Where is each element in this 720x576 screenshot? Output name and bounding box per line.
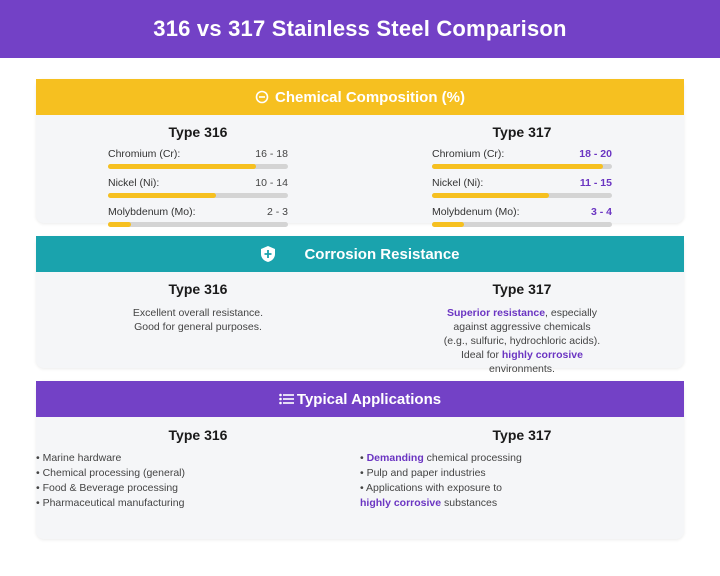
highlight-text: Superior resistance <box>447 307 546 319</box>
chemical-composition-card <box>36 79 684 223</box>
progress-fill <box>432 193 549 198</box>
metric-label: Molybdenum (Mo): <box>432 206 520 218</box>
chem-316-chromium <box>36 148 360 169</box>
metric-label: Nickel (Ni): <box>108 177 160 189</box>
progress-track <box>108 164 288 169</box>
typical-applications-card <box>36 381 684 539</box>
corrosion-resistance-title: Corrosion Resistance <box>304 245 460 263</box>
title-banner <box>0 0 720 58</box>
chemical-composition-title: Chemical Composition (%) <box>274 88 465 106</box>
list-item: • Food & Beverage processing <box>36 482 179 494</box>
highlight-text: highly corrosive <box>360 497 442 509</box>
metric-value: 10 - 14 <box>255 177 288 189</box>
list-item: • Pharmaceutical manufacturing <box>36 497 185 509</box>
apps-316-title: Type 316 <box>168 427 228 443</box>
typical-applications-title: Typical Applications <box>296 390 442 408</box>
progress-track <box>108 193 288 198</box>
progress-fill <box>432 164 603 169</box>
chem-316-molybdenum <box>36 206 360 227</box>
chem-316-title: Type 316 <box>168 124 228 140</box>
metric-label: Chromium (Cr): <box>432 148 505 160</box>
chem-317-title: Type 317 <box>492 124 552 140</box>
chem-316-column <box>36 124 360 227</box>
corr-316-column <box>36 281 360 376</box>
list-item: • Pulp and paper industries <box>360 467 486 479</box>
corr-316-description <box>36 306 360 334</box>
corr-316-title: Type 316 <box>168 281 228 297</box>
desc-line: Good for general purposes. <box>134 321 262 333</box>
apps-317-list <box>360 451 684 511</box>
progress-track <box>432 164 612 169</box>
metric-value: 3 - 4 <box>590 206 612 218</box>
typical-applications-header <box>36 381 684 417</box>
corr-317-column <box>360 281 684 376</box>
progress-track <box>108 222 288 227</box>
desc-line: Excellent overall resistance. <box>132 307 264 319</box>
highlight-text: highly corrosive <box>501 349 583 361</box>
desc-text: Ideal for <box>461 349 502 361</box>
desc-text: , especially <box>545 307 597 319</box>
chem-316-nickel <box>36 177 360 198</box>
corr-317-title: Type 317 <box>492 281 552 297</box>
apps-317-title: Type 317 <box>492 427 552 443</box>
metric-value: 16 - 18 <box>255 148 288 160</box>
chem-317-column <box>360 124 684 227</box>
highlight-text: Demanding <box>366 452 424 464</box>
list-item: • Chemical processing (general) <box>36 467 185 479</box>
metric-value: 11 - 15 <box>579 177 612 189</box>
progress-fill <box>108 193 216 198</box>
corr-317-description <box>360 306 684 376</box>
flask-icon <box>255 90 269 104</box>
apps-316-list <box>36 451 360 511</box>
shield-icon <box>260 245 276 263</box>
list-icon <box>279 393 295 405</box>
list-item: • Applications with exposure to <box>360 482 503 494</box>
metric-value: 18 - 20 <box>579 148 612 160</box>
progress-track <box>432 222 612 227</box>
progress-fill <box>108 222 131 227</box>
metric-label: Chromium (Cr): <box>108 148 181 160</box>
metric-value: 2 - 3 <box>266 206 288 218</box>
list-item: highly corrosive substances <box>360 497 498 509</box>
corrosion-resistance-card <box>36 236 684 375</box>
metric-label: Nickel (Ni): <box>432 177 484 189</box>
chemical-composition-header <box>36 79 684 115</box>
progress-fill <box>432 222 464 227</box>
progress-fill <box>108 164 256 169</box>
desc-line: (e.g., sulfuric, hydrochloric acids). <box>443 335 601 347</box>
chem-317-nickel <box>360 177 684 198</box>
list-item: • Demanding chemical processing <box>360 452 522 464</box>
metric-label: Molybdenum (Mo): <box>108 206 196 218</box>
apps-316-column <box>36 427 360 511</box>
list-item: • Marine hardware <box>36 452 122 464</box>
chem-317-chromium <box>360 148 684 169</box>
desc-line: environments. <box>489 363 555 375</box>
page-title: 316 vs 317 Stainless Steel Comparison <box>153 16 567 41</box>
progress-track <box>432 193 612 198</box>
desc-line: against aggressive chemicals <box>453 321 591 333</box>
apps-317-column <box>360 427 684 511</box>
chem-317-molybdenum <box>360 206 684 227</box>
corrosion-resistance-header <box>36 236 684 272</box>
